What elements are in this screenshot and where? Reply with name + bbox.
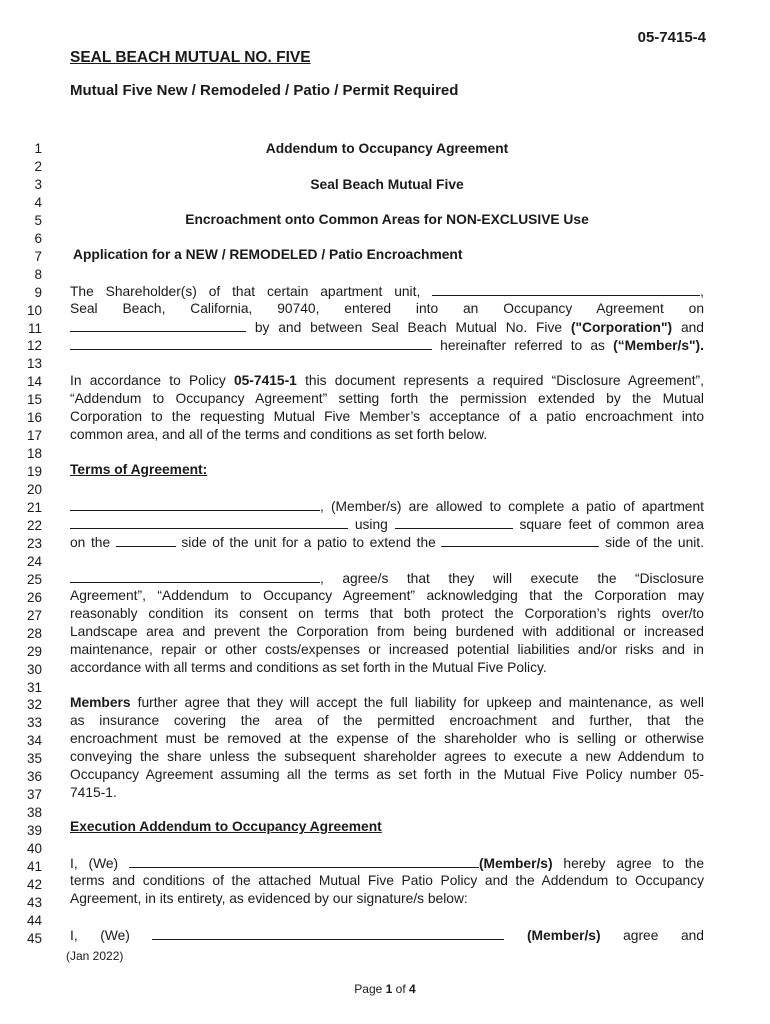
using-text: using [354,517,388,532]
line-number: 19 [26,464,42,480]
line-number: 29 [26,643,42,659]
line-34: encroachment must be removed at the expense of the shareholder who is selling or otherwise [70,731,704,746]
member-name-blank-41[interactable] [129,854,479,868]
patio-text: , (Member/s) are allowed to complete a patio of apartment [320,499,704,514]
line-36: Occupancy Agreement assuming all the terms as set forth in the Mutual Five Policy number 05- [70,767,704,782]
line-number: 39 [26,823,42,839]
line-number: 35 [26,751,42,767]
square-feet-blank[interactable] [395,515,513,529]
page-of: of [395,982,406,996]
line-number: 43 [26,894,42,910]
line-number: 28 [26,625,42,641]
member-name-blank-45[interactable] [152,926,504,940]
referred-text: hereinafter referred to as [440,338,605,353]
line-number: 11 [27,320,42,336]
agree-text: , agree/s that they will execute the “Disclosure [320,571,704,586]
line-number: 41 [26,859,42,874]
line-number: 37 [26,787,42,803]
line-number: 42 [26,876,42,892]
policy-number: 05-7415-1 [233,373,297,388]
member-name-blank[interactable] [70,336,432,350]
line-27: reasonably condition its consent on terms that both protect the Corporation’s rights over/to [70,606,704,621]
and-text: and [680,320,704,335]
title-encroachment: Encroachment onto Common Areas for NON-EXCLUSIVE Use [185,212,589,227]
title-addendum: Addendum to Occupancy Agreement [265,141,509,156]
line-number: 33 [26,715,42,731]
line-number: 2 [34,158,42,174]
line-number: 14 [26,374,42,390]
line-number: 25 [26,571,42,587]
agreement-date-blank[interactable] [70,318,246,332]
line-number: 22 [26,517,42,533]
line-17: common area, and all of the terms and conditions as set forth below. [70,427,488,442]
page-total: 4 [409,982,416,996]
line-number: 8 [34,266,42,282]
page-label: Page [354,982,383,996]
line-number: 9 [34,284,42,300]
revision-date: (Jan 2022) [66,949,124,963]
line-number: 26 [26,589,42,605]
line-number: 16 [26,410,42,426]
line-35: conveying the share unless the subsequent shareholder agrees to execute a new Addendum to [70,749,704,764]
line-number: 13 [26,356,42,372]
member-term-41: (Member/s) [478,856,553,871]
page-current: 1 [385,982,393,996]
line-11 [70,318,704,337]
members-term: Members [70,695,131,710]
line-number: 17 [26,428,42,444]
line-26: Agreement”, “Addendum to Occupancy Agreement” acknowledging that the Corporation may [70,588,704,603]
side-of-unit-text: side of the unit. [605,535,704,550]
member-term-45: (Member/s) [526,928,601,943]
execution-heading: Execution Addendum to Occupancy Agreement [70,819,382,834]
between-text: by and between Seal Beach Mutual No. Five [254,320,563,335]
i-we-text: I, (We) [70,856,119,871]
line-25 [70,569,704,588]
line-41 [70,854,704,873]
line-number: 4 [34,194,42,210]
line-37: 7415-1. [70,785,117,800]
member-blank-25[interactable] [70,569,320,583]
square-feet-text: square feet of common area [519,517,704,532]
comma: , [700,284,704,299]
and-word: and [680,928,704,943]
apartment-blank-22[interactable] [70,515,348,529]
line-29: maintenance, repair or other costs/expenses or increased potential liabilities and/or risks and in [70,642,704,657]
line-10: Seal Beach, California, 90740, entered into an Occupancy Agreement on [70,301,704,316]
line-number: 38 [26,805,42,821]
line-16: Corporation to the requesting Mutual Five Member’s acceptance of a patio encroachment into [70,409,704,424]
policy-text: In accordance to Policy [70,373,226,388]
line-number: 12 [26,338,42,354]
we-text: (We) [100,928,130,943]
document-number: 05-7415-4 [637,29,706,46]
line-number: 45 [26,930,42,946]
line-number: 30 [26,661,42,677]
line-number: 1 [34,141,42,156]
agree-word: agree [623,928,659,943]
line-number: 31 [26,679,42,695]
member-blank-21[interactable] [70,497,320,511]
line-33: as insurance covering the area of the permitted encroachment and further, that the [70,713,704,728]
line-15: “Addendum to Occupancy Agreement” setting forth the permission extended by the Mutual [70,391,704,406]
line-32 [70,694,704,712]
line-number: 36 [26,769,42,785]
line-number: 6 [34,230,42,246]
page-indicator [0,982,770,996]
line-30: accordance with all terms and conditions as set forth in the Mutual Five Policy. [70,660,547,675]
line-22 [70,515,704,534]
disclosure-text: this document represents a required “Disclosure Agreement”, [305,373,704,388]
member-term: (“Member/s"). [613,338,704,353]
line-number: 20 [26,482,42,498]
line-14 [70,372,704,390]
line-number: 5 [34,212,42,228]
line-number: 15 [26,392,42,408]
line-number: 3 [34,176,42,192]
organization-title: SEAL BEACH MUTUAL NO. FIVE [70,49,311,66]
line-number: 23 [26,535,42,551]
line-number: 18 [26,446,42,462]
line-number: 34 [26,733,42,749]
title-mutual: Seal Beach Mutual Five [310,177,464,192]
line-43: Agreement, in its entirety, as evidenced by our signature/s below: [70,891,468,906]
line-42: terms and conditions of the attached Mutual Five Patio Policy and the Addendum to Occupancy [70,873,704,888]
unit-clause-text: The Shareholder(s) of that certain apartment unit, [70,284,421,299]
hereby-text: hereby agree to the [563,856,704,871]
side-text: side of the unit for a patio to extend the [181,535,436,550]
apartment-unit-blank[interactable] [432,282,700,296]
side-blank[interactable] [116,533,176,547]
line-9 [70,282,704,301]
line-number: 10 [26,302,42,318]
i-text: I, [70,928,78,943]
on-the-text: on the [70,535,111,550]
application-heading: Application for a NEW / REMODELED / Patio Encroachment [73,247,463,262]
liability-text: further agree that they will accept the full liability for upkeep and maintenance, as well [137,695,704,710]
document-subtitle: Mutual Five New / Remodeled / Patio / Permit Required [70,82,459,99]
line-number: 7 [34,248,42,264]
line-12 [70,336,704,355]
line-45 [70,926,704,945]
line-21 [70,497,704,516]
line-number: 27 [26,607,42,623]
extend-side-blank[interactable] [441,533,599,547]
line-number: 44 [26,912,42,928]
line-number: 40 [26,841,42,857]
line-number: 32 [26,697,42,713]
line-23 [70,533,704,552]
terms-heading: Terms of Agreement: [70,462,208,477]
line-number: 21 [26,500,42,515]
line-28: Landscape area and prevent the Corporation from being burdened with additional or increased [70,624,704,639]
line-number: 24 [26,553,42,569]
corporation-term: ("Corporation") [570,320,673,335]
